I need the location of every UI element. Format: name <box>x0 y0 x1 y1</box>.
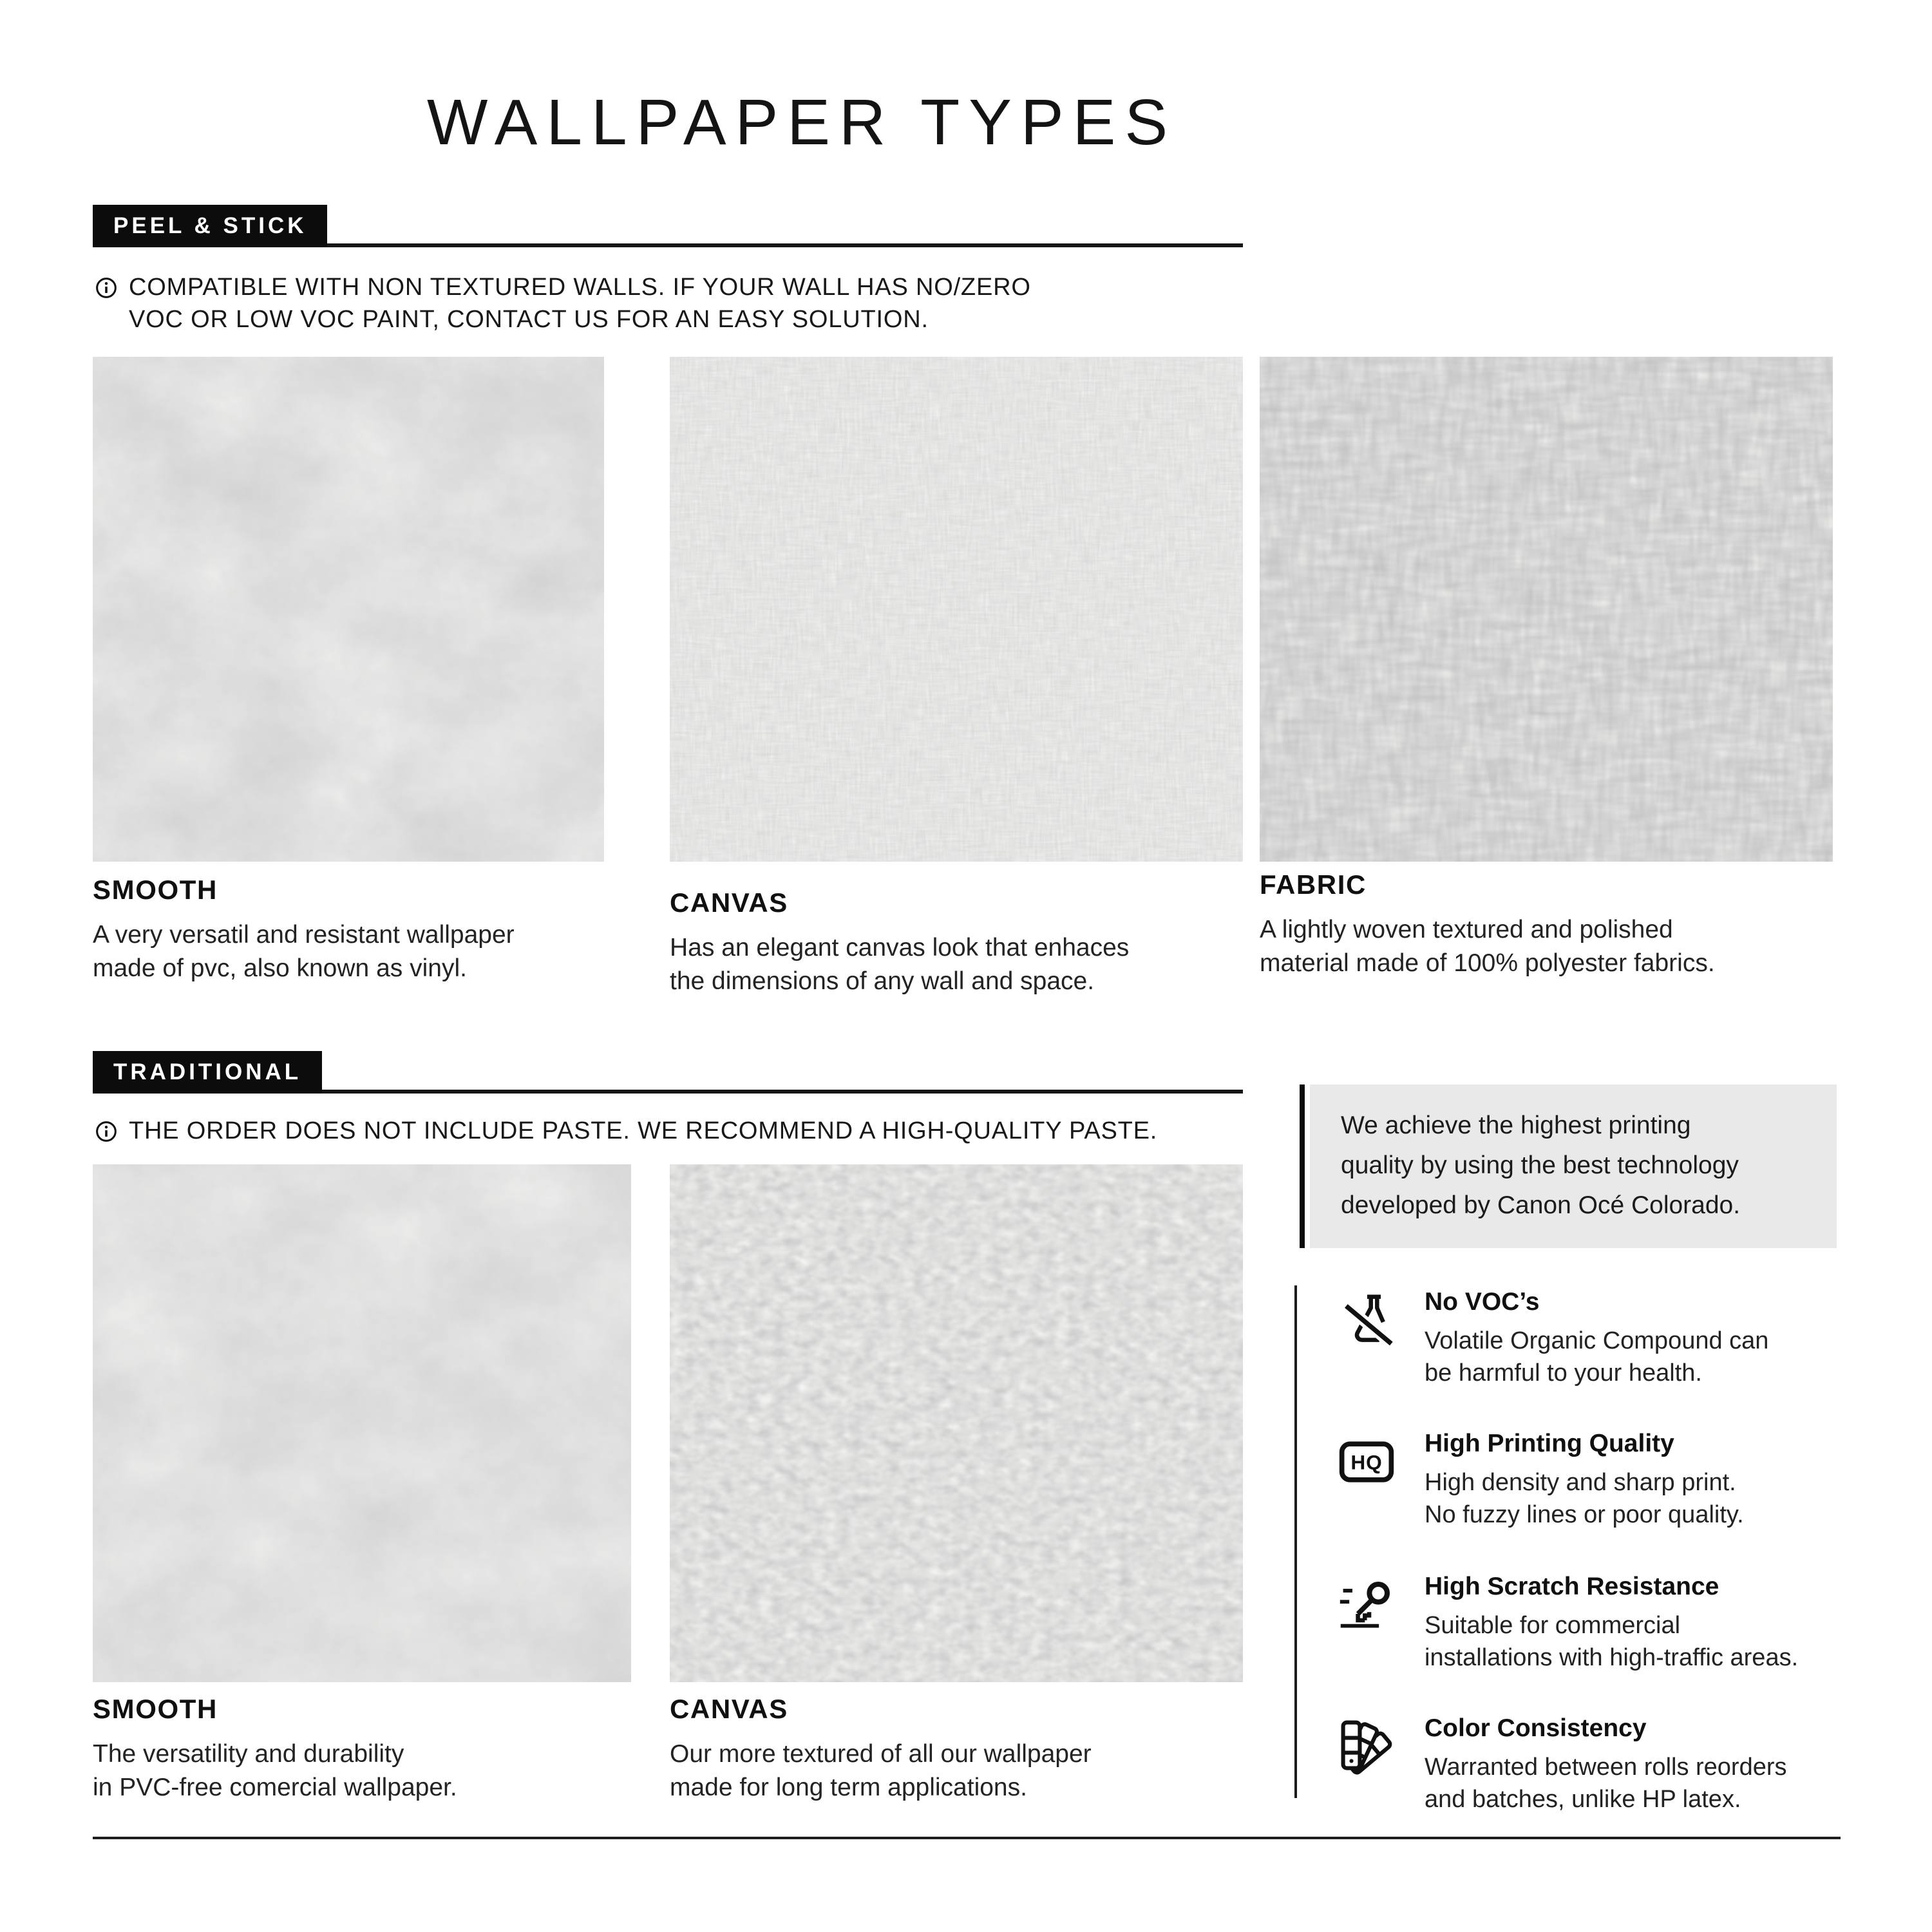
caption-traditional-smooth <box>93 1695 647 1804</box>
desc-line: made for long term applications. <box>670 1774 1027 1802</box>
desc-line: Warranted between rolls reorders <box>1425 1754 1787 1781</box>
feature-no-voc <box>1337 1288 1878 1390</box>
feature-text <box>1425 1573 1798 1674</box>
feature-high-printing-quality <box>1337 1430 1878 1531</box>
desc-line: material made of 100% polyester fabrics. <box>1260 949 1715 978</box>
note-line: VOC OR LOW VOC PAINT, CONTACT US FOR AN EASY SOLUTION. <box>129 307 929 334</box>
bottom-rule <box>93 1837 1841 1839</box>
traditional-note <box>95 1115 1157 1151</box>
desc-line: High density and sharp print. <box>1425 1470 1736 1497</box>
swatch-name: CANVAS <box>670 889 788 918</box>
feature-text <box>1425 1714 1787 1816</box>
quality-callout <box>1300 1084 1837 1248</box>
features-divider-line <box>1294 1285 1297 1798</box>
desc-line: Our more textured of all our wallpaper <box>670 1740 1092 1768</box>
page-title: WALLPAPER TYPES <box>426 86 1177 158</box>
caption-peel-fabric <box>1260 871 1839 980</box>
hq-badge-icon <box>1337 1432 1396 1492</box>
desc-line: No fuzzy lines or poor quality. <box>1425 1502 1744 1529</box>
quality-line: developed by Canon Océ Colorado. <box>1341 1191 1741 1220</box>
caption-peel-canvas <box>670 889 1249 998</box>
swatch-description <box>93 918 634 985</box>
desc-line: the dimensions of any wall and space. <box>670 967 1095 996</box>
swatch-name: SMOOTH <box>93 1695 218 1725</box>
section-label-traditional: TRADITIONAL <box>93 1051 322 1094</box>
swatch-peel-canvas <box>670 357 1243 862</box>
swatch-name: SMOOTH <box>93 876 218 905</box>
desc-line: be harmful to your health. <box>1425 1360 1702 1387</box>
desc-line: Volatile Organic Compound can <box>1425 1328 1769 1355</box>
feature-description <box>1425 1610 1798 1674</box>
feature-title: High Scratch Resistance <box>1425 1573 1719 1601</box>
desc-line: in PVC-free comercial wallpaper. <box>93 1774 457 1802</box>
swatch-description <box>1260 913 1839 980</box>
desc-line: Suitable for commercial <box>1425 1613 1681 1640</box>
feature-title: Color Consistency <box>1425 1714 1647 1743</box>
swatch-description <box>93 1738 647 1804</box>
peel-stick-note <box>95 272 1031 336</box>
note-line: THE ORDER DOES NOT INCLUDE PASTE. WE RECOMMEND A HIGH-QUALITY PASTE. <box>129 1118 1158 1145</box>
note-line: COMPATIBLE WITH NON TEXTURED WALLS. IF YOUR WALL HAS NO/ZERO <box>129 274 1031 301</box>
desc-line: made of pvc, also known as vinyl. <box>93 954 467 983</box>
swatch-peel-smooth <box>93 357 604 862</box>
desc-line: installations with high-traffic areas. <box>1425 1645 1799 1672</box>
quality-line: quality by using the best technology <box>1341 1151 1739 1180</box>
feature-title: No VOC’s <box>1425 1288 1540 1316</box>
caption-traditional-canvas <box>670 1695 1249 1804</box>
note-text <box>129 1115 1157 1148</box>
section-label-peel-stick: PEEL & STICK <box>93 205 328 247</box>
swatch-peel-fabric <box>1260 357 1833 862</box>
feature-text <box>1425 1288 1768 1390</box>
caption-peel-smooth <box>93 876 634 985</box>
feature-color-consistency <box>1337 1714 1878 1816</box>
swatch-traditional-smooth <box>93 1164 631 1682</box>
desc-line: The versatility and durability <box>93 1740 404 1768</box>
desc-line: Has an elegant canvas look that enhaces <box>670 934 1130 962</box>
desc-line: A very versatil and resistant wallpaper <box>93 921 515 949</box>
info-icon <box>95 1119 117 1151</box>
scratch-key-icon <box>1337 1575 1396 1634</box>
feature-text <box>1425 1430 1744 1531</box>
feature-description <box>1425 1752 1787 1816</box>
feature-description <box>1425 1467 1744 1531</box>
quality-line: We achieve the highest printing <box>1341 1112 1691 1140</box>
swatch-traditional-canvas <box>670 1164 1243 1682</box>
color-swatches-icon <box>1337 1717 1396 1776</box>
feature-title: High Printing Quality <box>1425 1430 1674 1458</box>
quality-callout-text <box>1310 1084 1837 1248</box>
hq-glyph: HQ <box>1350 1450 1383 1474</box>
quality-callout-bar <box>1300 1084 1305 1248</box>
swatch-name: CANVAS <box>670 1695 788 1725</box>
note-text <box>129 272 1031 336</box>
swatch-description <box>670 931 1249 998</box>
desc-line: A lightly woven textured and polished <box>1260 916 1673 944</box>
feature-description <box>1425 1325 1768 1390</box>
swatch-description <box>670 1738 1249 1804</box>
info-icon <box>95 276 117 308</box>
no-voc-flask-icon <box>1337 1291 1396 1350</box>
swatch-name: FABRIC <box>1260 871 1367 900</box>
feature-high-scratch-resistance <box>1337 1573 1878 1674</box>
desc-line: and batches, unlike HP latex. <box>1425 1786 1741 1814</box>
